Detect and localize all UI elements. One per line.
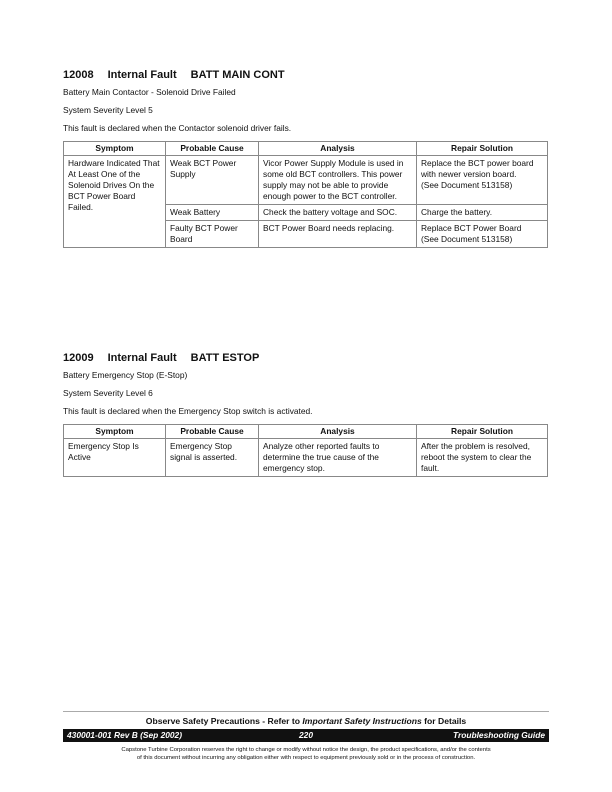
fault-section-12008 (63, 69, 549, 248)
table-header-row (64, 425, 548, 439)
severity-level: System Severity Level 6 (63, 388, 153, 398)
fault-code: 12008 (63, 69, 94, 81)
guide-title: Troubleshooting Guide (453, 730, 545, 740)
safety-prefix: Observe Safety Precautions - Refer to (145, 716, 303, 726)
header-symptom: Symptom (64, 142, 166, 156)
analysis-cell: Vicor Power Supply Module is used in some old BCT controllers. This power supply may not be able to provide enough power to the BCT controller. (259, 156, 417, 205)
fault-name: BATT ESTOP (190, 352, 260, 364)
analysis-cell: Check the battery voltage and SOC. (259, 205, 417, 221)
fault-description: Battery Emergency Stop (E-Stop) (63, 370, 188, 380)
repair-cell: Charge the battery. (417, 205, 548, 221)
fault-code: 12009 (63, 352, 94, 364)
header-analysis: Analysis (259, 425, 417, 439)
header-repair-solution: Repair Solution (417, 142, 548, 156)
fault-section-12009 (63, 352, 549, 477)
header-analysis: Analysis (259, 142, 417, 156)
analysis-cell: BCT Power Board needs replacing. (259, 221, 417, 248)
symptom-cell: Emergency Stop Is Active (64, 439, 166, 477)
fault-name: BATT MAIN CONT (190, 69, 285, 81)
repair-cell (417, 221, 548, 248)
repair-cell (417, 156, 548, 205)
header-probable-cause: Probable Cause (166, 425, 259, 439)
safety-instructions-ref: Important Safety Instructions (302, 716, 422, 726)
severity-level: System Severity Level 5 (63, 105, 153, 115)
declared-text: This fault is declared when the Contactor solenoid driver fails. (63, 123, 292, 133)
cause-cell: Weak BCT Power Supply (166, 156, 259, 205)
repair-line: Replace BCT Power Board (421, 223, 522, 233)
header-symptom: Symptom (64, 425, 166, 439)
table-row (64, 156, 548, 205)
fault-description: Battery Main Contactor - Solenoid Drive Failed (63, 87, 236, 97)
table-header-row (64, 142, 548, 156)
cause-cell: Faulty BCT Power Board (166, 221, 259, 248)
table-row (64, 439, 548, 477)
symptom-cell: Hardware Indicated That At Least One of the Solenoid Drives On the BCT Power Board Failed. (64, 156, 166, 248)
header-probable-cause: Probable Cause (166, 142, 259, 156)
fault-kind: Internal Fault (107, 352, 177, 364)
declared-text: This fault is declared when the Emergency Stop switch is activated. (63, 406, 313, 416)
fault-heading (63, 352, 549, 364)
repair-line: Replace the BCT power board with newer version board. (421, 158, 534, 179)
header-repair-solution: Repair Solution (417, 425, 548, 439)
disclaimer-line: Capstone Turbine Corporation reserves the right to change or modify without notice the design, the product specifications, and/or the contents (121, 747, 491, 753)
repair-doc-ref: (See Document 513158) (421, 234, 513, 244)
disclaimer-line: of this document without incurring any obligation either with respect to equipment previously sold or in the process of construction. (136, 755, 476, 761)
safety-notice (63, 716, 549, 726)
disclaimer (63, 746, 549, 762)
fault-table (63, 141, 548, 248)
fault-kind: Internal Fault (107, 69, 177, 81)
cause-cell: Emergency Stop signal is asserted. (166, 439, 259, 477)
cause-cell: Weak Battery (166, 205, 259, 221)
fault-heading (63, 69, 549, 81)
safety-suffix: for Details (421, 716, 467, 726)
footer-bar (63, 729, 549, 742)
footer-divider (63, 711, 549, 712)
document-id: 430001-001 Rev B (Sep 2002) (67, 730, 182, 740)
analysis-cell: Analyze other reported faults to determine the true cause of the emergency stop. (259, 439, 417, 477)
page-number: 220 (299, 730, 313, 740)
fault-table (63, 424, 548, 477)
repair-cell: After the problem is resolved, reboot the system to clear the fault. (417, 439, 548, 477)
repair-doc-ref: (See Document 513158) (421, 180, 513, 190)
